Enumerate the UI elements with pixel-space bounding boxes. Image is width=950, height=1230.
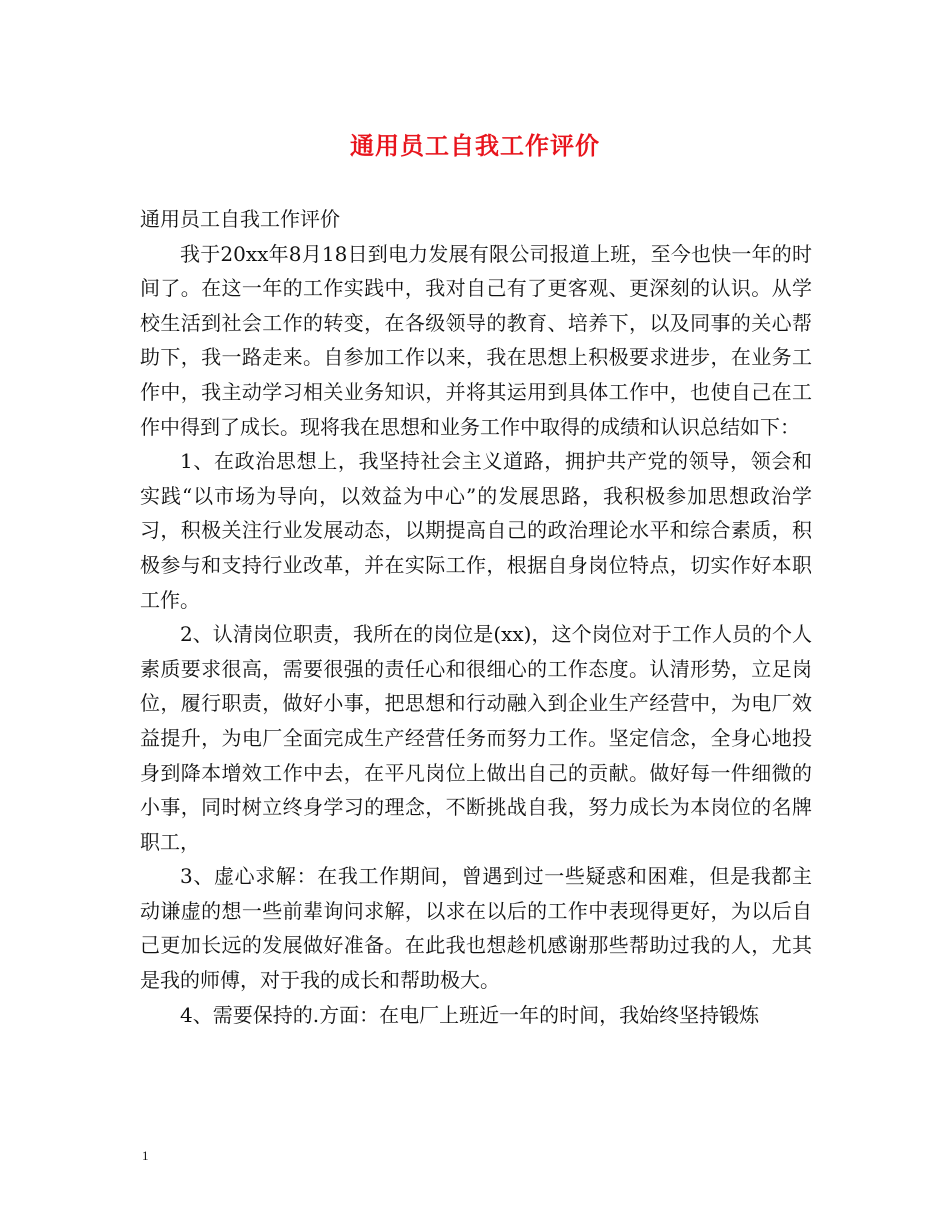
paragraph-humble-learning: 3、虚心求解：在我工作期间，曾遇到过一些疑惑和困难，但是我都主动谦虚的想一些前辈询问求解，以求在以后的工作中表现得更好，为以后自己更加长远的发展做好准备。在此我也想趁机感谢那些帮助过我的人，尤其是我的师傅，对于我的成长和帮助极大。 (140, 864, 812, 993)
paragraph-political-thought: 1、在政治思想上，我坚持社会主义道路，拥护共产党的领导，领会和实践“以市场为导向，以效益为中心”的发展思路，我积极参加思想政治学习，积极关注行业发展动态，以期提高自己的政治理论水平和综合素质，积极参与和支持行业改革，并在实际工作，根据自身岗位特点，切实作好本职工作。 (140, 449, 812, 612)
paragraph-to-maintain: 4、需要保持的.方面：在电厂上班近一年的时间，我始终坚持锻炼 (180, 1002, 760, 1027)
document-body (140, 202, 812, 1032)
document-subtitle: 通用员工自我工作评价 (140, 207, 340, 231)
page-number: 1 (142, 1148, 149, 1163)
document-title: 通用员工自我工作评价 (350, 131, 600, 160)
paragraph-intro: 我于20xx年8月18日到电力发展有限公司报道上班，至今也快一年的时间了。在这一年的工作实践中，我对自己有了更客观、更深刻的认识。从学校生活到社会工作的转变，在各级领导的教育、培养下，以及同事的关心帮助下，我一路走来。自参加工作以来，我在思想上积极要求进步，在业务工作中，我主动学习相关业务知识，并将其运用到具体工作中，也使自己在工作中得到了成长。现将我在思想和业务工作中取得的成绩和认识总结如下： (140, 241, 812, 439)
paragraph-job-duties: 2、认清岗位职责，我所在的岗位是(xx)，这个岗位对于工作人员的个人素质要求很高，需要很强的责任心和很细心的工作态度。认清形势，立足岗位，履行职责，做好小事，把思想和行动融入到企业生产经营中，为电厂效益提升，为电厂全面完成生产经营任务而努力工作。坚定信念，全身心地投身到降本增效工作中去，在平凡岗位上做出自己的贡献。做好每一件细微的小事，同时树立终身学习的理念，不断挑战自我，努力成长为本岗位的名牌职工， (140, 622, 812, 854)
